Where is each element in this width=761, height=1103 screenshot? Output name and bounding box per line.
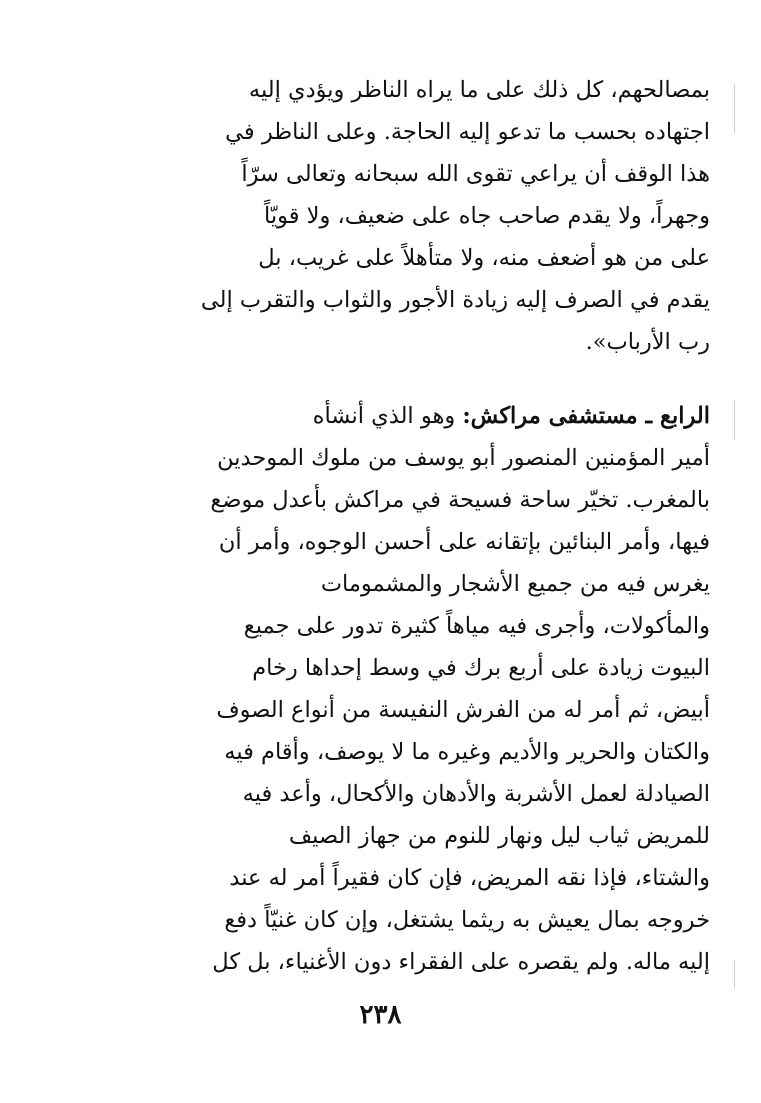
text-line: وجهراً، ولا يقدم صاحب جاه على ضعيف، ولا قويّاً [263,203,710,229]
scan-edge-mark [734,960,735,988]
text-line: هذا الوقف أن يراعي تقوى الله سبحانه وتعالى سرّاً [241,161,710,187]
paragraph-2 [100,395,710,983]
text-line: والكتان والحرير والأديم وغيره ما لا يوصف، وأقام فيه [224,739,710,765]
text-line: أبيض، ثم أمر له من الفرش النفيسة من أنواع الصوف [216,697,710,723]
text-line: البيوت زيادة على أربع برك في وسط إحداها رخام [252,655,710,681]
text-line: يغرس فيه من جميع الأشجار والمشمومات [320,571,710,597]
text-line: بالمغرب. تخيّر ساحة فسيحة في مراكش بأعدل موضع [210,487,710,513]
text-line: يقدم في الصرف إليه زيادة الأجور والثواب والتقرب إلى [200,287,710,313]
paragraph-heading-line [100,395,710,437]
text-line: خروجه بمال يعيش به ريثما يشتغل، وإن كان غنيّاً دفع [224,907,710,933]
scan-edge-mark [734,85,735,133]
text-line: بمصالحهم، كل ذلك على ما يراه الناظر ويؤدي إليه [248,77,710,103]
text-line: للمريض ثياب ليل ونهار للنوم من جهاز الصيف [288,823,710,849]
text-run: وهو الذي أنشأه [312,403,463,429]
text-line: رب الأرباب». [585,329,710,355]
text-line: على من هو أضعف منه، ولا متأهلاً على غريب، بل [258,245,710,271]
page-number: ٢٣٨ [359,1000,402,1030]
paragraph-1 [100,69,710,363]
text-line: والمأكولات، وأجرى فيه مياهاً كثيرة تدور على جميع [243,613,710,639]
text-line: إليه ماله. ولم يقصره على الفقراء دون الأغنياء، بل كل [212,949,710,975]
text-line: والشتاء، فإذا نقه المريض، فإن كان فقيراً أمر له عند [229,865,710,891]
section-heading: الرابع ـ مستشفى مراكش: [462,403,710,429]
scan-edge-mark [734,400,735,440]
text-line: اجتهاده بحسب ما تدعو إليه الحاجة. وعلى الناظر في [225,119,710,145]
text-line: فيها، وأمر البنائين بإتقانه على أحسن الوجوه، وأمر أن [218,529,710,555]
text-line: الصيادلة لعمل الأشربة والأدهان والأكحال، وأعد فيه [242,781,710,807]
text-line: أمير المؤمنين المنصور أبو يوسف من ملوك الموحدين [217,445,710,471]
